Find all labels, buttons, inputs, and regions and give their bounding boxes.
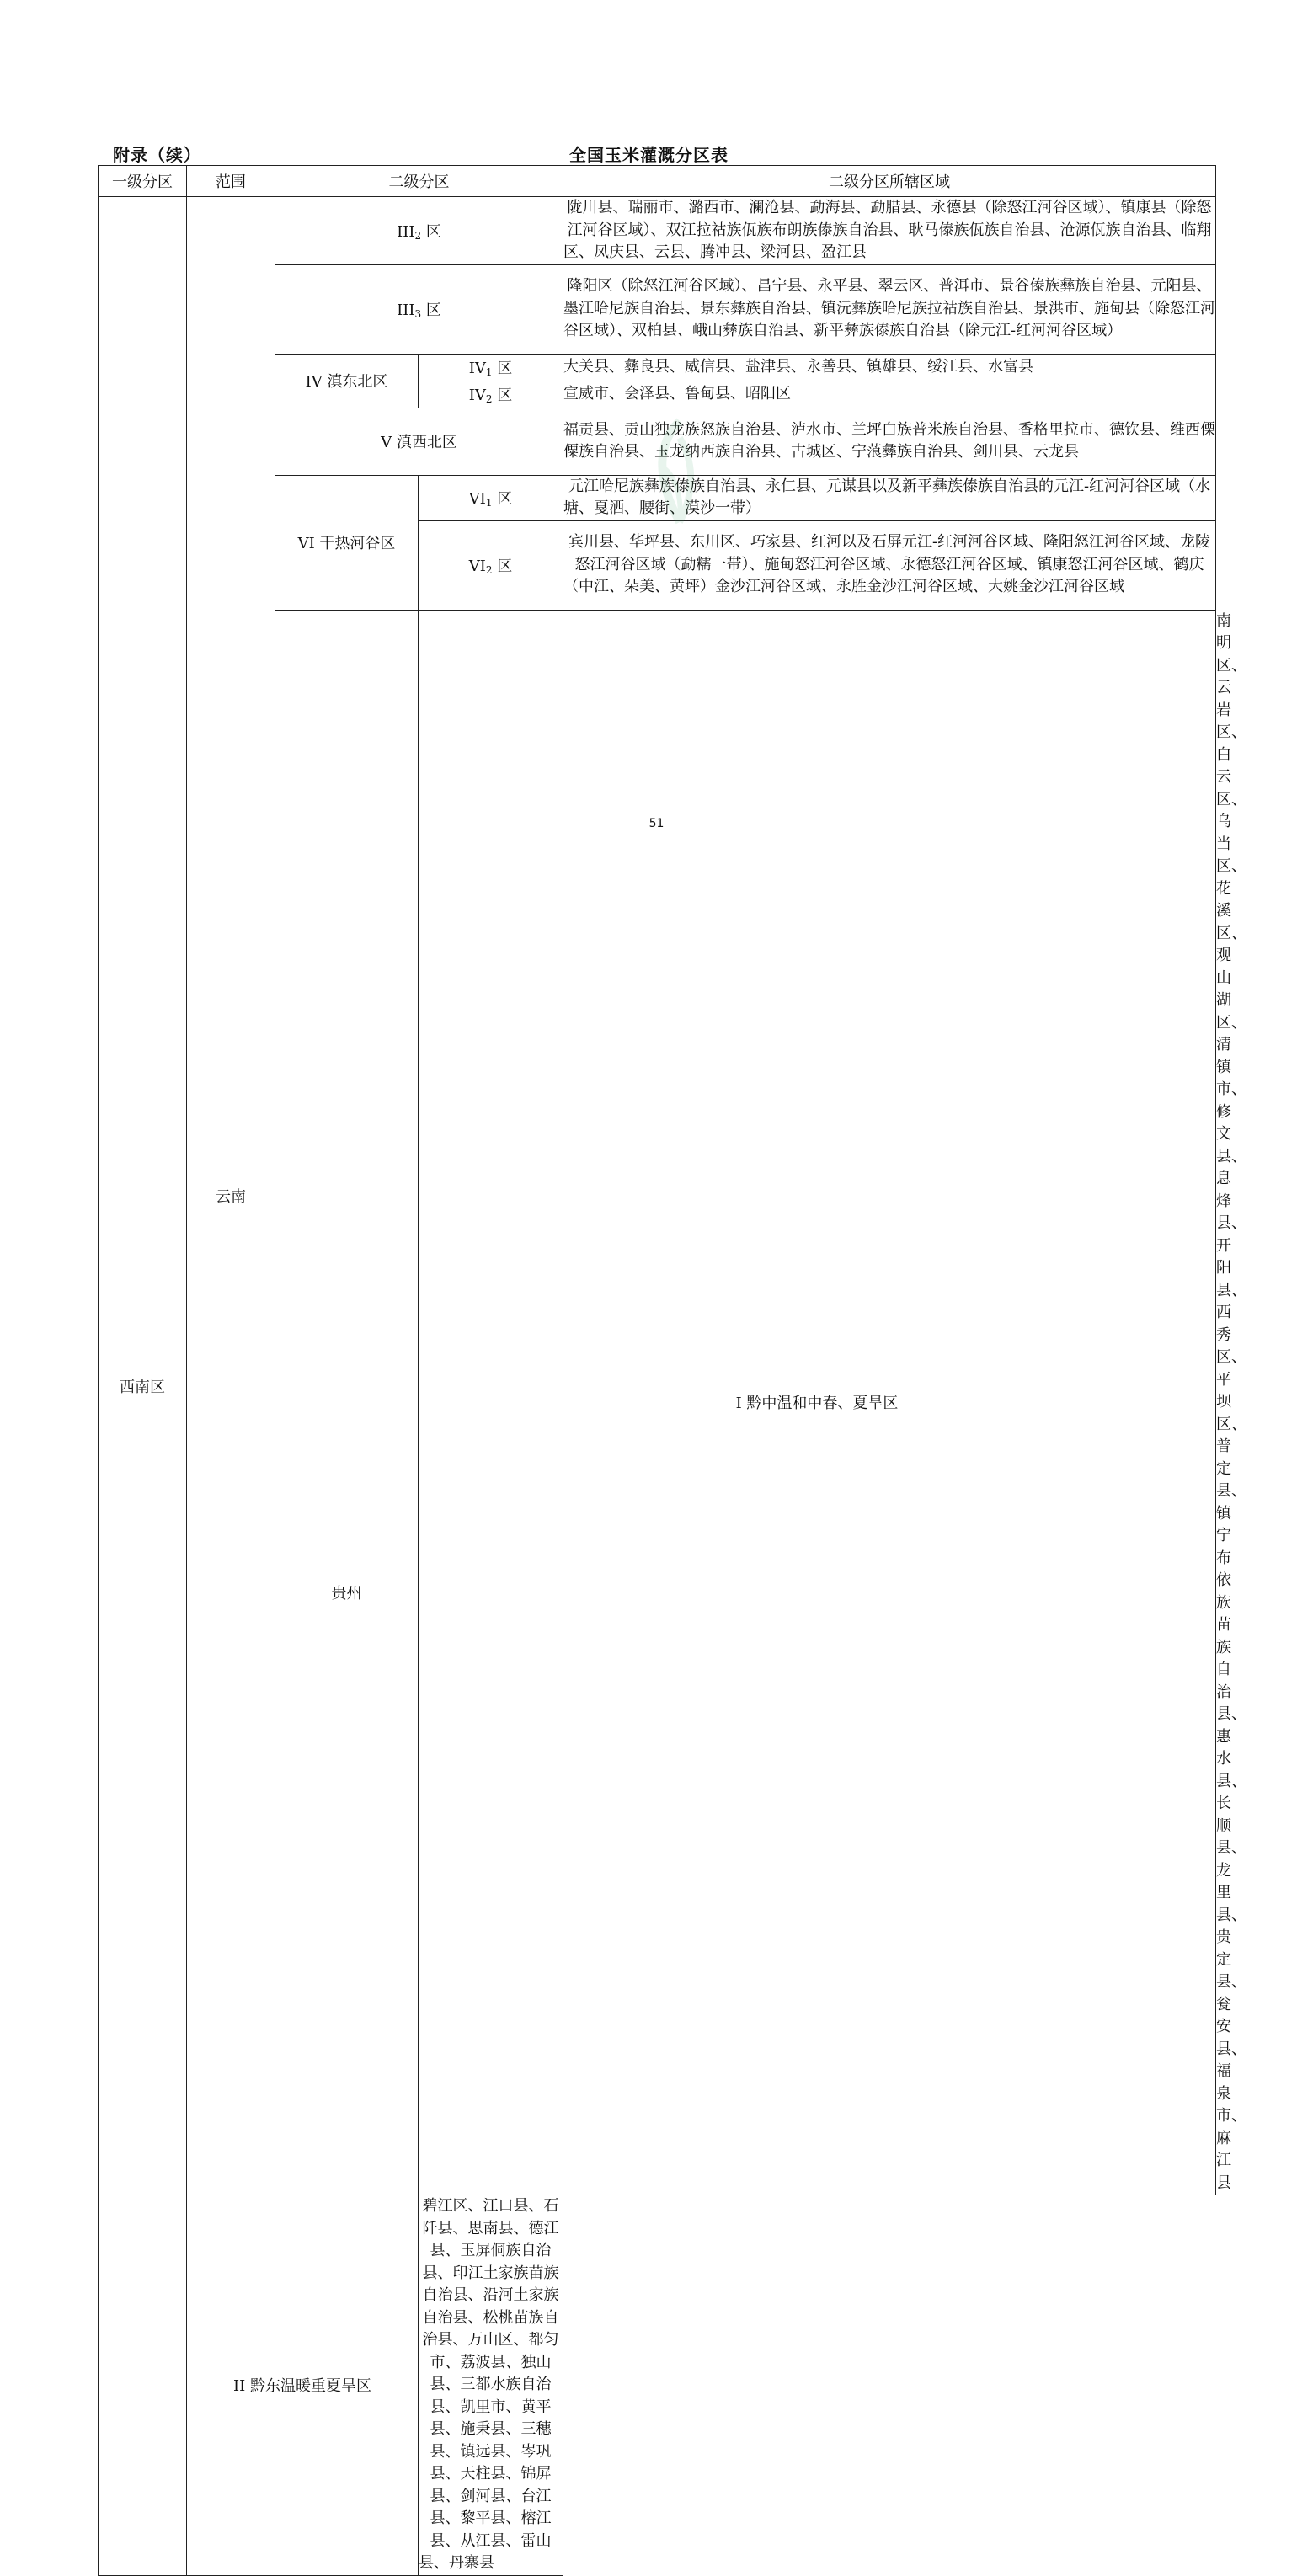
province-cell-guizhou: 贵州 (275, 610, 419, 2575)
column-header-scope: 范围 (187, 166, 275, 197)
appendix-label: 附录（续） (113, 145, 201, 165)
column-header-areas: 二级分区所辖区域 (563, 166, 1216, 197)
zone-label-gz2: II 黔东温暖重夏旱区 (187, 2195, 419, 2576)
zone-areas-vi2: 宾川县、华坪县、东川区、巧家县、红河以及石屏元江-红河河谷区域、隆阳怒江河谷区域、龙陵怒江河谷区域（勐糯一带）、施甸怒江河谷区域、永德怒江河谷区域、镇康怒江河谷区域、鹤庆（中江、朵美、黄坪）金沙江河谷区域、永胜金沙江河谷区域、大姚金沙江河谷区域 (563, 520, 1216, 610)
zone-label-vi2: $VI_2$ 区 (419, 520, 563, 610)
table-row (99, 197, 1216, 265)
zone-label-gz1: I 黔中温和中春、夏旱区 (419, 610, 1216, 2195)
level1-cell: 西南区 (99, 197, 187, 2576)
column-header-level1: 一级分区 (99, 166, 187, 197)
province-cell-yunnan: 云南 (187, 197, 275, 2195)
zone-areas-v: 福贡县、贡山独龙族怒族自治县、泸水市、兰坪白族普米族自治县、香格里拉市、德钦县、维西傈僳族自治县、玉龙纳西族自治县、古城区、宁蒗彝族自治县、剑川县、云龙县 (563, 408, 1216, 475)
zone-areas-iii2: 陇川县、瑞丽市、潞西市、澜沧县、勐海县、勐腊县、永德县（除怒江河谷区域）、镇康县（除怒江河谷区域）、双江拉祜族佤族布朗族傣族自治县、耿马傣族佤族自治县、沧源佤族自治县、临翔区、凤庆县、云县、腾冲县、梁河县、盈江县 (563, 197, 1216, 265)
table-header-row (99, 166, 1216, 197)
zone-areas-iii3: 隆阳区（除怒江河谷区域）、昌宁县、永平县、翠云区、普洱市、景谷傣族彝族自治县、元阳县、墨江哈尼族自治县、景东彝族自治县、镇沅彝族哈尼族拉祜族自治县、景洪市、施甸县（除怒江河谷区域）、双柏县、峨山彝族自治县、新平彝族傣族自治县（除元江-红河河谷区域） (563, 264, 1216, 354)
zone-label-vi1: $VI_1$ 区 (419, 475, 563, 520)
zone-areas-vi1: 元江哈尼族彝族傣族自治县、永仁县、元谋县以及新平彝族傣族自治县的元江-红河河谷区域（水塘、戛洒、腰街、漠沙一带） (563, 475, 1216, 520)
zone-label-iv1: $IV_1$ 区 (419, 354, 563, 381)
page-title: 全国玉米灌溉分区表 (569, 145, 729, 165)
zone-areas-gz2: 碧江区、江口县、石阡县、思南县、德江县、玉屏侗族自治县、印江土家族苗族自治县、沿河土家族自治县、松桃苗族自治县、万山区、都匀市、荔波县、独山县、三都水族自治县、凯里市、黄平县、施秉县、三穗县、镇远县、岑巩县、天柱县、锦屏县、剑河县、台江县、黎平县、榕江县、从江县、雷山县、丹寨县 (419, 2195, 563, 2576)
column-header-level2: 二级分区 (275, 166, 563, 197)
irrigation-zone-table (98, 165, 1246, 2576)
zone-label-vi: VI 干热河谷区 (275, 475, 419, 610)
zone-label-iv: IV 滇东北区 (275, 354, 419, 408)
page-number: 51 (648, 817, 665, 830)
zone-label-v: V 滇西北区 (275, 408, 563, 475)
zone-label-iii2: $III_2$ 区 (275, 197, 563, 265)
table-row (99, 2195, 1216, 2576)
zone-label-iii3: $III_3$ 区 (275, 264, 563, 354)
zone-areas-iv1: 大关县、彝良县、威信县、盐津县、永善县、镇雄县、绥江县、水富县 (563, 354, 1216, 381)
table-row: 贵州 I 黔中温和中春、夏旱区 南明区、云岩区、白云区、乌当区、花溪区、观山湖区、清镇市、修文县、息烽县、开阳县、西秀区、平坝区、普定县、镇宁布依族苗族自治县、惠水县、长顺县、龙里县、贵定县、瓮安县、福泉市、麻江县 (99, 610, 1216, 2195)
watermark-logo (642, 417, 718, 526)
zone-areas-iv2: 宣威市、会泽县、鲁甸县、昭阳区 (563, 381, 1216, 408)
zone-label-iv2: $IV_2$ 区 (419, 381, 563, 408)
